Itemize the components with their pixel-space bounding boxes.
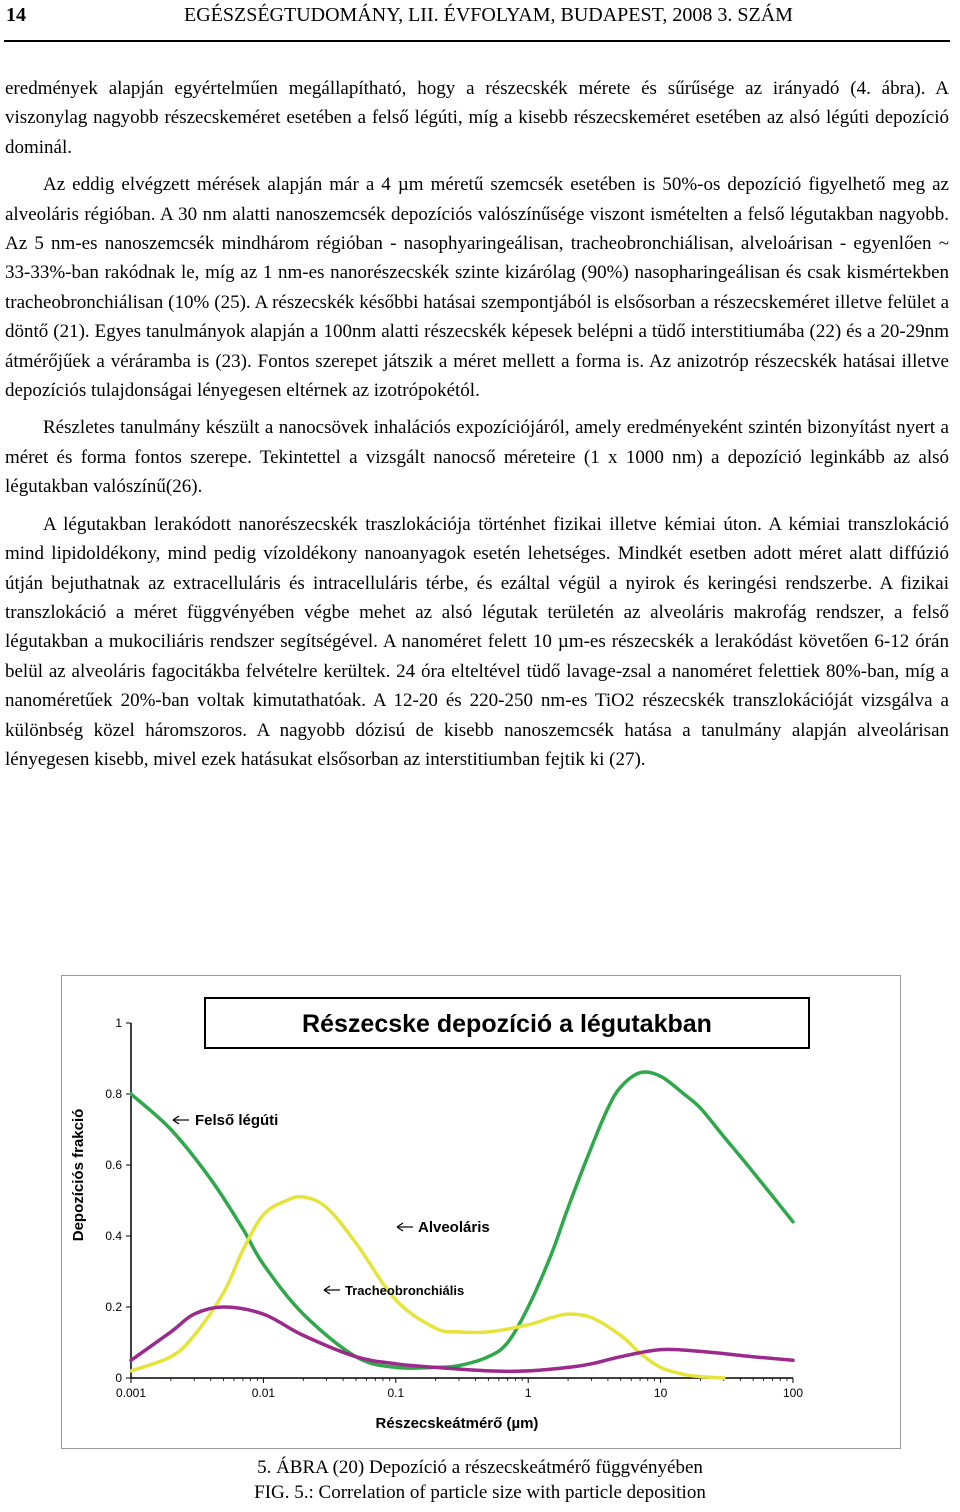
x-tick-label: 100 bbox=[782, 1386, 804, 1400]
journal-title: EGÉSZSÉGTUDOMÁNY, LII. ÉVFOLYAM, BUDAPEST, 2008 3. SZÁM bbox=[184, 4, 793, 26]
paragraph-4: A légutakban lerakódott nanorészecskék traszlokációja történhet fizikai illetve kémiai úton. A kémiai transzlokáció mind lipidoldékony, mind pedig vízoldékony nanoanyagok esetén lehetséges. Mindkét esetben adott méret alatt diffúzió útján bejuthatnak az extracelluláris és intracelluláris térbe, és ezáltal végül a nyirok és keringési rendszerbe. A fizikai transzlokáció a méret függvényében végbe mehet az alsó légutak területén az alveoláris makrofág rendszer, a felső légutakban a mukociliáris rendszer segítségével. A nanoméret felett 10 µm-es részecskék a lerakódást követően 6-12 órán belül az alveoláris fagocitákba felvételre kerültek. 24 óra elteltével tüdő lavage-zsal a nanoméret felettiek 80%-ban, míg a nanoméretűek 20%-ban voltak kimutathatóak. A 12-20 és 220-250 nm-es TiO2 részecskék transzlokációját vizsgálva a különbség közel háromszoros. A nagyobb dózisú de kisebb nanoszemcsék hatása a tanulmány alapján alveolárisan lényegesen kisebb, mivel ezek hatásukat elsősorban az interstitiumban fejtik ki (27). bbox=[5, 513, 949, 770]
y-axis-label: Depozíciós frakció bbox=[70, 1108, 87, 1242]
y-tick-label: 0.6 bbox=[105, 1158, 122, 1172]
x-tick-label: 1 bbox=[524, 1386, 532, 1400]
header-rule bbox=[4, 40, 950, 42]
x-tick-label: 0.1 bbox=[387, 1386, 405, 1400]
caption-english: FIG. 5.: Correlation of particle size with particle deposition bbox=[254, 1482, 706, 1503]
page-number: 14 bbox=[6, 4, 26, 26]
chart-title: Részecske depozíció a légutakban bbox=[302, 1010, 712, 1038]
annotation-alveolar: Alveoláris bbox=[418, 1219, 490, 1236]
x-tick-label: 0.01 bbox=[251, 1386, 276, 1400]
x-axis-label: Részecskeátmérő (µm) bbox=[375, 1415, 539, 1432]
x-tick-label: 10 bbox=[653, 1386, 668, 1400]
y-tick-label: 0.2 bbox=[105, 1300, 122, 1314]
annotation-tracheobronchial: Tracheobronchiális bbox=[345, 1283, 465, 1298]
deposition-chart bbox=[61, 975, 901, 1449]
annotation-upper-airway: Felső légúti bbox=[195, 1112, 279, 1129]
y-tick-label: 1 bbox=[115, 1016, 122, 1030]
figure-caption bbox=[0, 1455, 960, 1505]
y-tick-label: 0.4 bbox=[105, 1229, 122, 1243]
x-tick-label: 0.001 bbox=[115, 1386, 147, 1400]
page-header bbox=[6, 4, 950, 30]
paragraph-2: Az eddig elvégzett mérések alapján már a 4 µm méretű szemcsék esetében is 50%-os depozíció figyelhető meg az alveoláris régióban. A 30 nm alatti nanoszemcsék depozíciós valószínűsége viszont ismételten a felső légutakban nagyobb. Az 5 nm-es nanoszemcsék mindhárom régióban - nasophyaringeálisan, tracheobronchiálisan, alveloárisan - egyenlően ~ 33-33%-ban rakódnak le, míg az 1 nm-es nanorészecskék szinte kizárólag (90%) nasopharingeálisan és csak kismértekben tracheobronchiálisan (10% (25). A részecskék későbbi hatásai szempontjából is elsősorban a részecskeméret illetve felület a döntő (21). Egyes tanulmányok alapján a 100nm alatti részecskék képesek belépni a tüdő interstitiumába (22) és a 20-29nm átmérőjűek a véráramba is (23). Fontos szerepet játszik a méret mellett a forma is. Az anizotróp részecskék hatásai illetve depozíciós tulajdonságai lényegesen eltérnek az izotrópokétól. bbox=[5, 174, 949, 402]
caption-hungarian: 5. ÁBRA (20) Depozíció a részecskeátmérő függvényében bbox=[257, 1457, 703, 1478]
y-tick-label: 0 bbox=[115, 1371, 122, 1385]
paragraph-1: eredmények alapján egyértelműen megállapítható, hogy a részecskék mérete és sűrűsége az irányadó (4. ábra). A viszonylag nagyobb részecskeméret esetében a felső légúti, míg a kisebb részecskeméret esetében az alsó légúti depozíció dominál. bbox=[5, 78, 949, 158]
article-body bbox=[5, 74, 949, 782]
y-tick-label: 0.8 bbox=[105, 1087, 122, 1101]
deposition-figure bbox=[61, 975, 901, 1449]
paragraph-3: Részletes tanulmány készült a nanocsövek inhalációs expozíciójáról, amely eredményeként szintén bizonyítást nyert a méret és forma fontos szerepe. Tekintettel a vizsgált nanocső méreteire (1 x 1000 nm) a depozíció leginkább az alsó légutakban valószínű(26). bbox=[5, 417, 949, 498]
